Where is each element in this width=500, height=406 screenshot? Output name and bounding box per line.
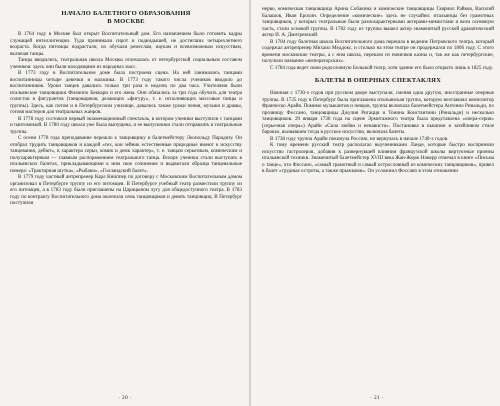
paragraph: В 1764 году в Москве был открыт Воспитательный дом. Его назначением было готовить кадры служащей интеллигенции. Туда принимали сирот и подкидышей, не достигших четырехлетнего возраста. Когда питомцы подрастали, их обучали ремеслам, наукам и всевозможным искусствам, включая танцы. — [10, 31, 242, 57]
right-page — [256, 0, 498, 406]
section-heading: БАЛЕТЫ В ОПЕРНЫХ СПЕКТАКЛЯХ — [314, 77, 442, 85]
paragraph: С 1784 года ведет свою родословную Большой театр, хотя здание его было открыто лишь в 1825 году. — [270, 64, 494, 71]
paragraph: В 1779 году частный антрепренер Карл Книппер по договору с Московским Воспитательным домом организовал в Петербурге труппу из его питомцев. В Петербурге учебный театр разместили труппу из его питомцев, а в 1783 году были приглашены на Царицыном лугу для общедоступного театра. В 1783 году по контракту Воспитательного дома окончили семь танцовщиков и девять танцовщиц. В Петербург поступили — [10, 174, 242, 207]
paragraph: Танцы вводились, театральная школа Москвы отличалась от петербургской социальным составом учеников: здесь они были находящими из народных масс. — [10, 57, 242, 70]
left-column — [10, 6, 242, 207]
paragraph: В 1773 году в Воспитательном доме была построена сцена. На ней занимались танцами воспитанницы четыре девочки и мальчика. В 1773 году такого числа учеников вводило до воспитанников. Уроки танцев давались только три раза в неделю по два часа. Учителями были итальянские танцовщики Филиппо Беккари и его жена. Они обязались за три года обучить для театра солистов и фигурантов (танцовщиков, делающих «фигуру», т. е. исполняющих массовые танцы и группы). Здесь, как потом и в Петербургском училище, давались также уроки пения, музыки и драмы, готовя мастеров для театральных жанров. — [10, 70, 242, 116]
chapter-heading-line: НАЧАЛО БАЛЕТНОГО ОБРАЗОВАНИЯ — [61, 10, 191, 17]
paragraph: В 1738 году труппа Арайи покинула Россию, но вернулась в начале 1740-х годов. — [270, 135, 449, 142]
book-gutter — [249, 0, 251, 406]
chapter-heading — [10, 10, 242, 26]
page-number: · 20 · — [118, 395, 132, 401]
right-column — [262, 6, 494, 175]
left-page — [4, 0, 246, 406]
chapter-heading-line: В МОСКВЕ — [107, 18, 145, 25]
paragraph: В 1778 году состоялся первый экзаменационный спектакль, в котором ученики выступили с танцами и пантомимой. В 1780 году школа уже была выпущена, и ее выпускники стали отправлять в театральные труппы. — [10, 115, 242, 135]
paragraph: С осени 1778 года преподавание перешло к танцовщику и балетмейстеру Леопольду Парадизу. Он отобрал трудить танцовщиков и каждой «тех, кои зейник естественные природные имеют к искусству танцевания, дебют», в характера серьи, комик и демк характер», т. е. танцам серьезным, комическим и полухарактерным — главным распоряжением театрального танца. Вскоре ученики стали выступать в итальянских балетах, прикладывающими к ним свое сочинение и выдвигали образца танцевальные номера: «Трактирная шутка», «Рыбаки», «Голландский балет». — [10, 135, 242, 174]
paragraph: В 1784 году балетная школа Воспитательного дома перешла в ведение Петровского театра, который содержал антрепренер Михаил Меддокс, и столько на этом театре он продержался по 1806 году. С этого времени московские театры, а с ним школа, перешли из новичков казны и, так же как петербургские, получили название «императорских». — [262, 38, 494, 65]
paragraph: нерво, комическая танцовщица Арина Собакина и комические танцовщицы Гавриил Райков, Василий Балашов, Иван Ерохин. Определение «комические» здесь не случайно: итальянцы без грамотных танцовщиков, у которых театральные были разнохарактерными актерами-мимистами и вели основную часть, стали основой труппы. В 1782 году из труппы вышел актер знаменитый русской драматический актер И. А. Дмитревский. — [262, 6, 494, 39]
paragraph: К тому времени русский театр располагал выученниками Ланде, которые быстро восприняли искусство гастролеров, добавив к развернувшей влиянии французской школы виртуозные приемы итальянской техники. Знаменитый балетмейстер XVIII века Жан-Жорж Новерр отмечал в книге «Письма о танце», что Фоссано, «самый грамотный и самый острословный из комических танцовщиков», привел в балет «трудные остроты, а также прыжками». Он усложнил Фоссано в этом отношении — [262, 142, 494, 175]
paragraph: Начиная с 1730-х годов при русском дворе выступали, сменяя одна другую, иностранные оперные труппы. В 1735 году в Петербург была приглашена итальянская труппа, которую возглавлял композитор Франческо Арайя. Помимо музыкантов и певцов, труппа включала балетмейстера Антонио Ринальди, по прозвищу Фоссано, танцовщицы Джулия Ригацци и Тонина Константини (Ринальди) и несколько танцовщиков. 29 января 1736 года на сцене Эрмитажного театра была представлена «опера-серия» (серьезная опера») Арайи «Сила любви и ненависти». Постановка в пышном и затейливом стиле барокко, вызвавшем тогда в русское искусство, включала балеты. — [262, 90, 494, 136]
page-number: · 21 · — [370, 395, 384, 401]
